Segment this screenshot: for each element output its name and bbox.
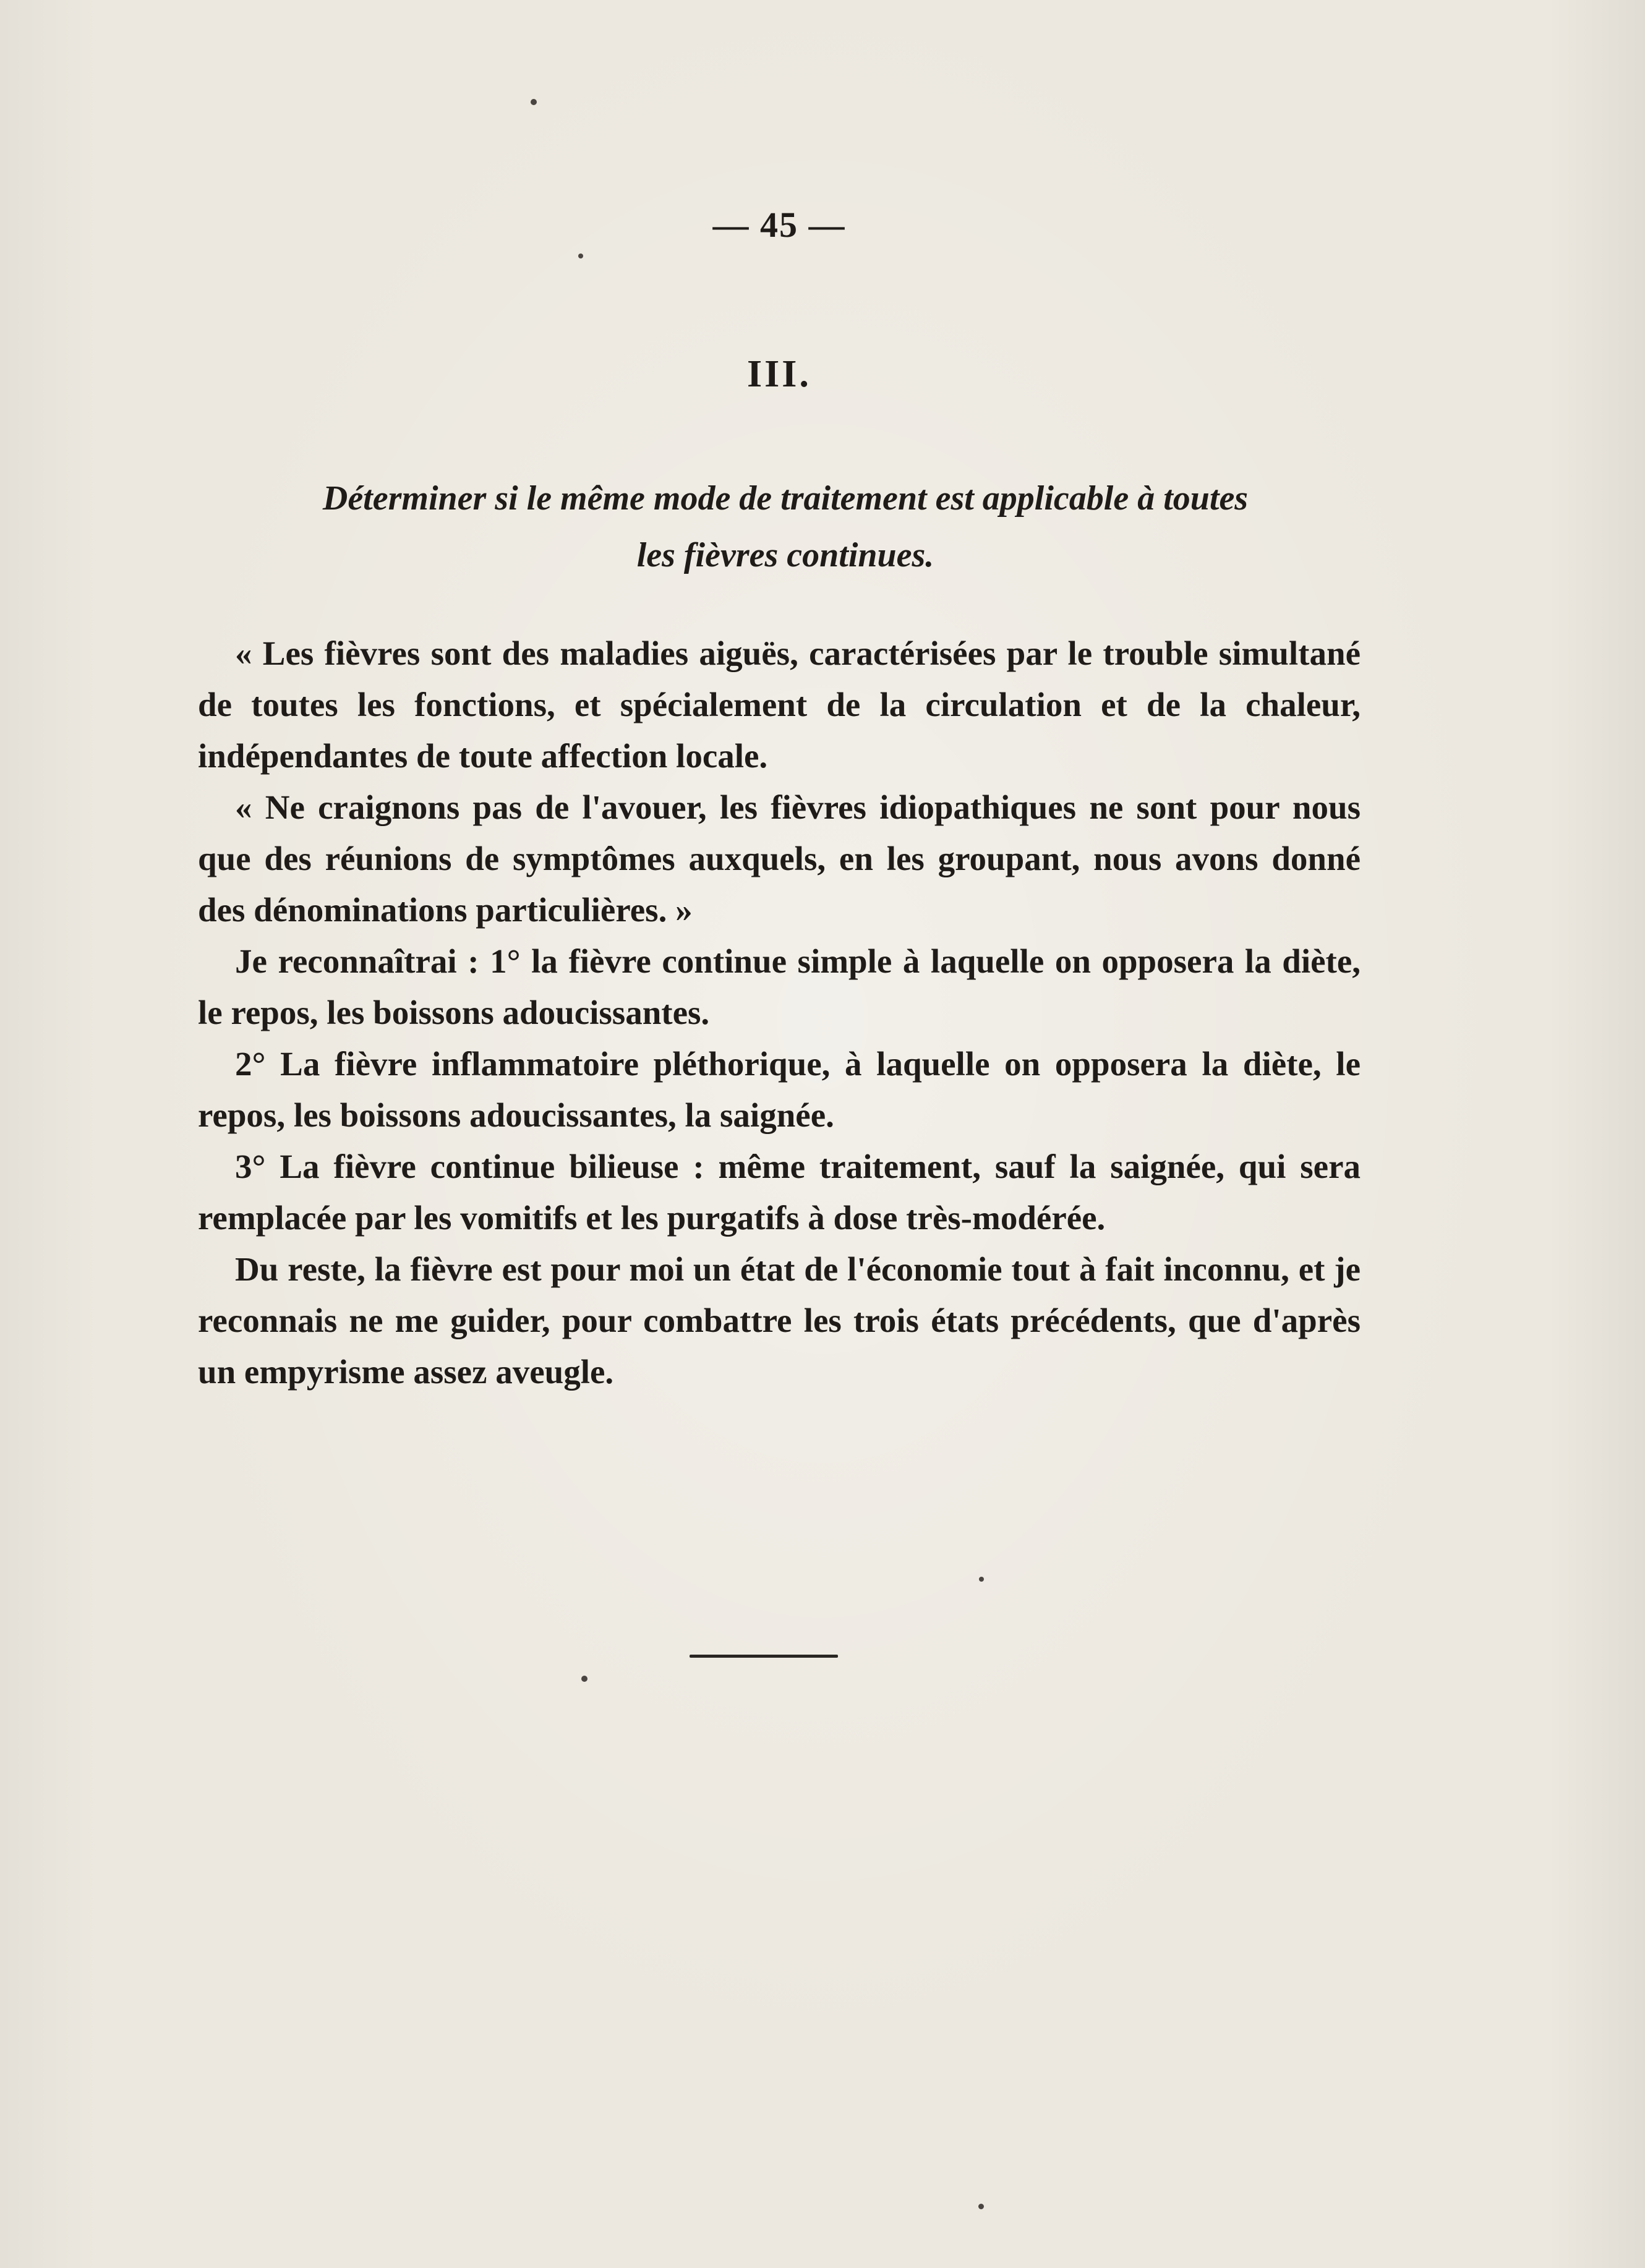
paper-speck: [578, 254, 583, 258]
page-number: — 45 —: [712, 205, 846, 245]
paragraph-idiopathic-quote: « Ne craignons pas de l'avouer, les fièvres idiopathiques ne sont pour nous que des réunions de symptômes auxquels, en les groupant, nous avons donné des dénominations particulières. »: [198, 788, 1361, 929]
paper-speck: [978, 2204, 984, 2209]
section-question: [247, 470, 1323, 584]
paragraph-inflammatory-fever: 2° La fièvre inflammatoire pléthorique, à laquelle on opposera la diète, le repos, les boissons adoucissantes, la saignée.: [198, 1045, 1361, 1134]
question-line-2: les fièvres continues.: [636, 536, 934, 574]
paragraph-definition-quote: « Les fièvres sont des maladies aiguës, caractérisées par le trouble simultané de toutes les fonctions, et spécialement de la circulation et de la chaleur, indépendantes de toute affection locale.: [198, 634, 1361, 775]
paragraph-bilious-fever: 3° La fièvre continue bilieuse : même traitement, sauf la saignée, qui sera remplacée par les vomitifs et les purgatifs à dose très-modérée.: [198, 1148, 1361, 1237]
paragraph-conclusion: Du reste, la fièvre est pour moi un état de l'économie tout à fait inconnu, et je reconnais ne me guider, pour combattre les trois états précédents, que d'après un empyrisme assez aveugle.: [198, 1250, 1361, 1391]
paper-speck: [979, 1577, 984, 1582]
section-end-rule: [690, 1655, 838, 1658]
body-text: [198, 628, 1361, 1397]
paragraph-simple-fever: Je reconnaîtrai : 1° la fièvre continue simple à laquelle on opposera la diète, le repos, les boissons adoucissantes.: [198, 942, 1361, 1031]
paper-speck: [581, 1676, 588, 1682]
section-number: III.: [747, 353, 811, 395]
paper-speck: [531, 99, 537, 105]
question-line-1: Déterminer si le même mode de traitement est applicable à toutes: [322, 479, 1249, 518]
